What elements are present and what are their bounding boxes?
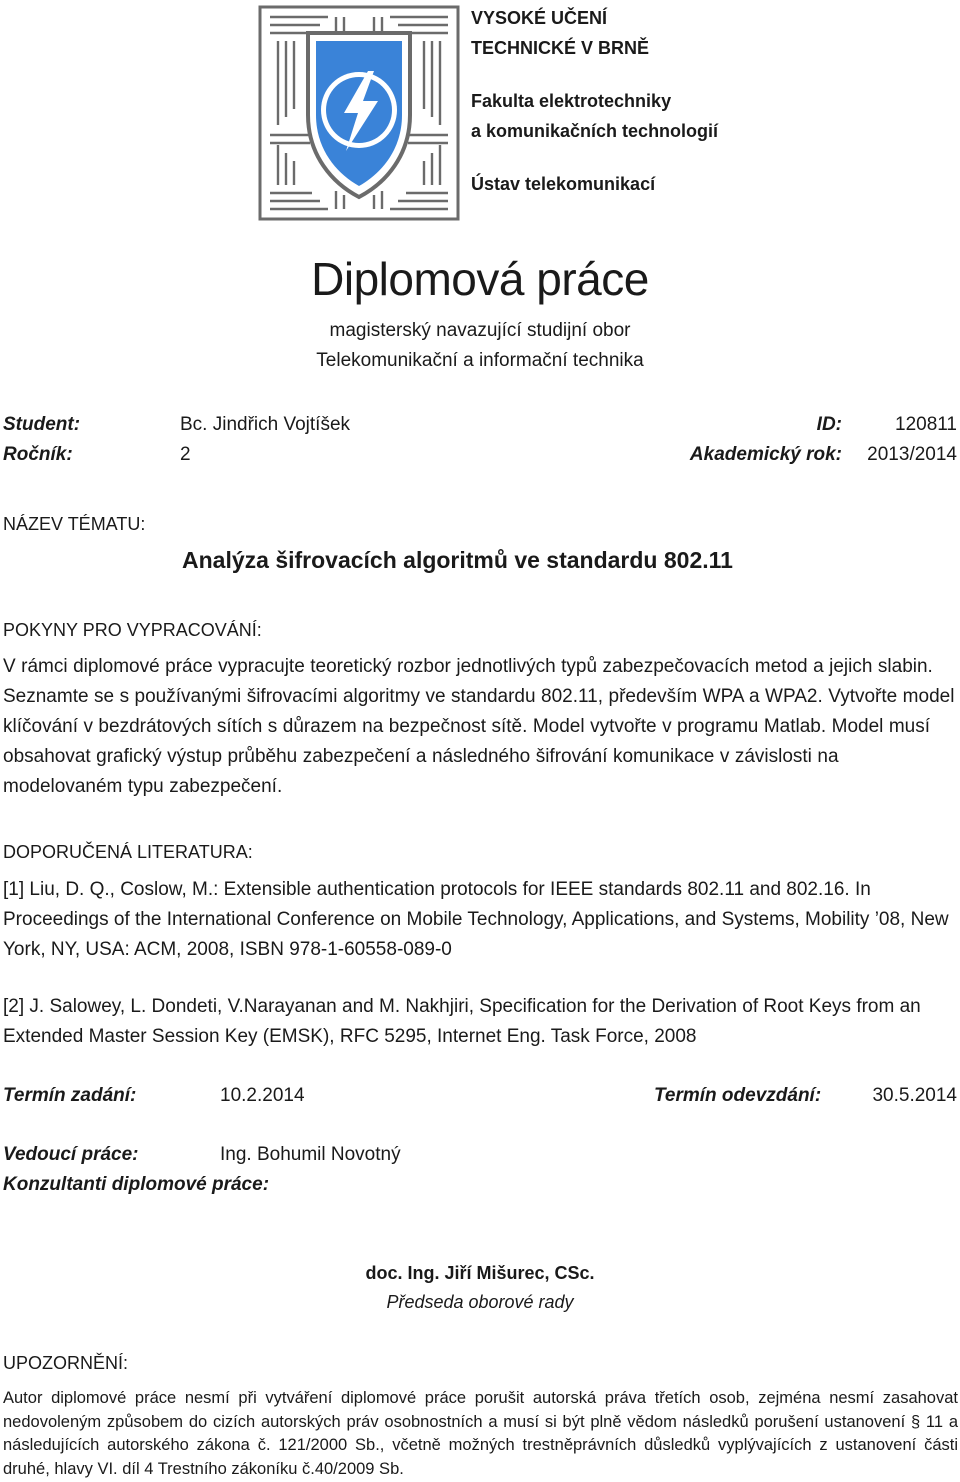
id-label: ID: [816, 414, 842, 435]
page-title: Diplomová práce [311, 253, 649, 305]
vut-shield-icon [258, 5, 460, 221]
study-field: Telekomunikační a informační technika [316, 350, 644, 371]
literature-item-2: [2] J. Salowey, L. Dondeti, V.Narayanan and M. Nakhjiri, Specification for the Derivation of Root Keys from an Extended Master Session Key (EMSK), RFC 5295, Internet Eng. Task Force, 2008 [3, 996, 921, 1047]
signatory-role: Předseda oborové rady [386, 1292, 574, 1312]
assigned-date-label: Termín zadání: [3, 1085, 137, 1106]
due-date-value: 30.5.2014 [872, 1085, 957, 1106]
supervisor-label: Vedoucí práce: [3, 1144, 139, 1165]
id-value: 120811 [895, 414, 957, 435]
assigned-date-value: 10.2.2014 [220, 1085, 305, 1106]
faculty-name-line1: Fakulta elektrotechniky [471, 91, 672, 111]
academic-year-label: Akademický rok: [689, 444, 842, 465]
supervisor-value: Ing. Bohumil Novotný [220, 1144, 401, 1165]
literature-label: DOPORUČENÁ LITERATURA: [3, 842, 253, 862]
student-value: Bc. Jindřich Vojtíšek [180, 414, 351, 435]
warning-text: Autor diplomové práce nesmí při vytváření diplomové práce porušit autorská práva třetích osob, zejména nesmí zasahovat nedovoleným způsobem do cizích autorských práv osobnostních a musí si být plně vědom následků porušení ustanovení § 11 a následujících autorského zákona č. 121/2000 Sb., včetně možných trestněprávních důsledků vyplývajících z ustanovení části druhé, hlavy VI. díl 4 Trestního zákoníku č.40/2009 Sb. [3, 1389, 958, 1478]
year-value: 2 [180, 444, 191, 465]
student-label: Student: [3, 414, 81, 435]
due-date-label: Termín odevzdání: [654, 1085, 822, 1106]
topic-label: NÁZEV TÉMATU: [3, 514, 146, 534]
topic-title: Analýza šifrovacích algoritmů ve standardu 802.11 [182, 547, 733, 573]
warning-label: UPOZORNĚNÍ: [3, 1353, 129, 1373]
instructions-label: POKYNY PRO VYPRACOVÁNÍ: [3, 620, 262, 640]
academic-year-value: 2013/2014 [867, 444, 957, 465]
university-logo [258, 5, 460, 221]
consultants-label: Konzultanti diplomové práce: [3, 1174, 270, 1195]
year-label: Ročník: [3, 444, 73, 465]
literature-item-1: [1] Liu, D. Q., Coslow, M.: Extensible authentication protocols for IEEE standards 802.11 and 802.16. In Proceedings of the International Conference on Mobile Technology, Applications, and Systems, Mobility ’08, New York, NY, USA: ACM, 2008, ISBN 978-1-60558-089-0 [3, 879, 949, 960]
university-name-line2: TECHNICKÉ V BRNĚ [471, 38, 650, 58]
university-name-line1: VYSOKÉ UČENÍ [471, 8, 608, 28]
study-program-type: magisterský navazující studijní obor [329, 320, 631, 341]
institute-name: Ústav telekomunikací [471, 174, 656, 194]
faculty-name-line2: a komunikačních technologií [471, 121, 719, 141]
signatory-name: doc. Ing. Jiří Mišurec, CSc. [365, 1263, 595, 1283]
instructions-text: V rámci diplomové práce vypracujte teoretický rozbor jednotlivých typů zabezpečovacích metod a jejich slabin. Seznamte se s používanými šifrovacími algoritmy ve standardu 802.11, především WPA a WPA2. Vytvořte model klíčování v bezdrátových sítích s důrazem na bezpečnost sítě. Model vytvořte v programu Matlab. Model musí obsahovat grafický výstup průběhu zabezpečení a následného šifrování komunikace v závislosti na modelovaném typu zabezpečení. [3, 656, 955, 797]
